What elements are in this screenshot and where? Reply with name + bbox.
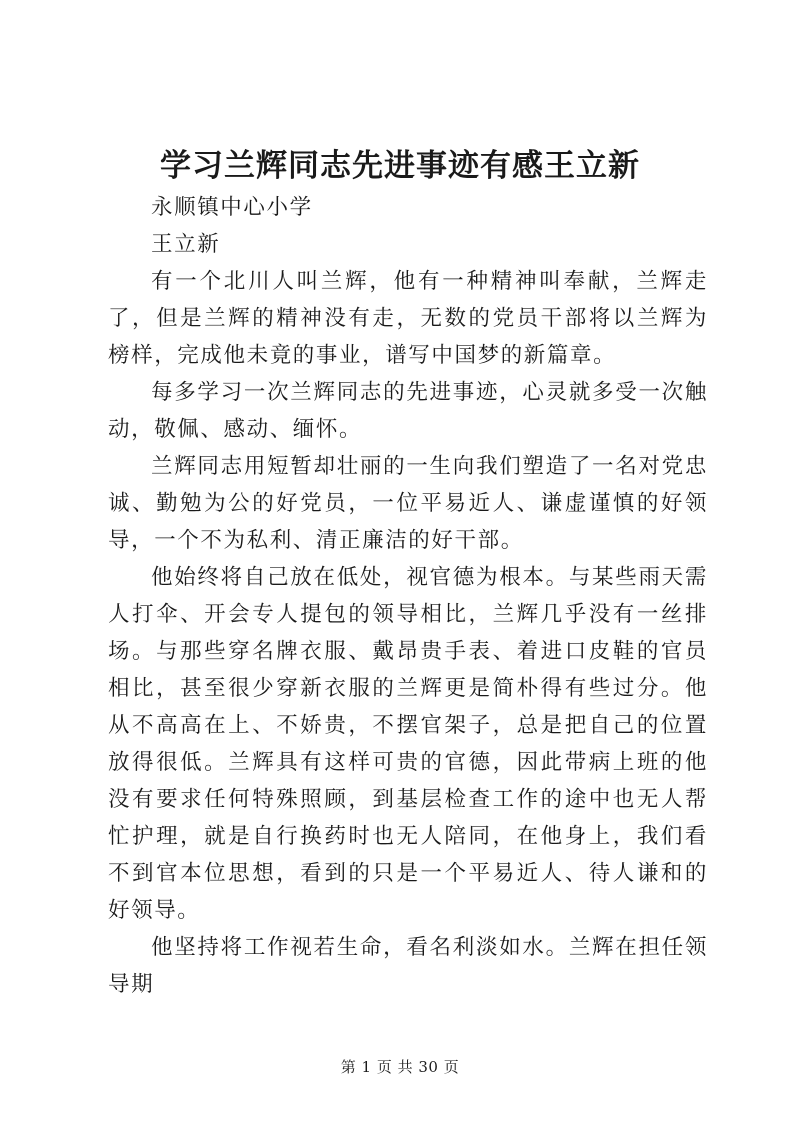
school-name: 永顺镇中心小学 bbox=[151, 195, 313, 220]
page-number: 第 1 页 共 30 页 bbox=[340, 1058, 460, 1076]
paragraph-5: 他坚持将工作视若生命，看名利淡如水。兰辉在担任领导期 bbox=[108, 935, 708, 997]
author-name: 王立新 bbox=[151, 232, 221, 257]
paragraph-2: 每多学习一次兰辉同志的先进事迹，心灵就多受一次触动，敬佩、感动、缅怀。 bbox=[108, 380, 708, 442]
document-body bbox=[108, 189, 708, 1003]
paragraph-1: 有一个北川人叫兰辉，他有一种精神叫奉献，兰辉走了，但是兰辉的精神没有走，无数的党员干部将以兰辉为榜样，完成他未竟的事业，谱写中国梦的新篇章。 bbox=[108, 269, 708, 368]
document-title: 学习兰辉同志先进事迹有感王立新 bbox=[160, 148, 640, 184]
paragraph-4: 他始终将自己放在低处，视官德为根本。与某些雨天需人打伞、开会专人提包的领导相比，兰辉几乎没有一丝排场。与那些穿名牌衣服、戴昂贵手表、着进口皮鞋的官员相比，甚至很少穿新衣服的兰辉更是简朴得有些过分。他从不高高在上、不娇贵，不摆官架子，总是把自己的位置放得很低。兰辉具有这样可贵的官德，因此带病上班的他没有要求任何特殊照顾，到基层检查工作的途中也无人帮忙护理，就是自行换药时也无人陪同，在他身上，我们看不到官本位思想，看到的只是一个平易近人、待人谦和的好领导。 bbox=[108, 565, 708, 923]
paragraph-3: 兰辉同志用短暂却壮丽的一生向我们塑造了一名对党忠诚、勤勉为公的好党员，一位平易近人、谦虚谨慎的好领导，一个不为私利、清正廉洁的好干部。 bbox=[108, 454, 708, 553]
